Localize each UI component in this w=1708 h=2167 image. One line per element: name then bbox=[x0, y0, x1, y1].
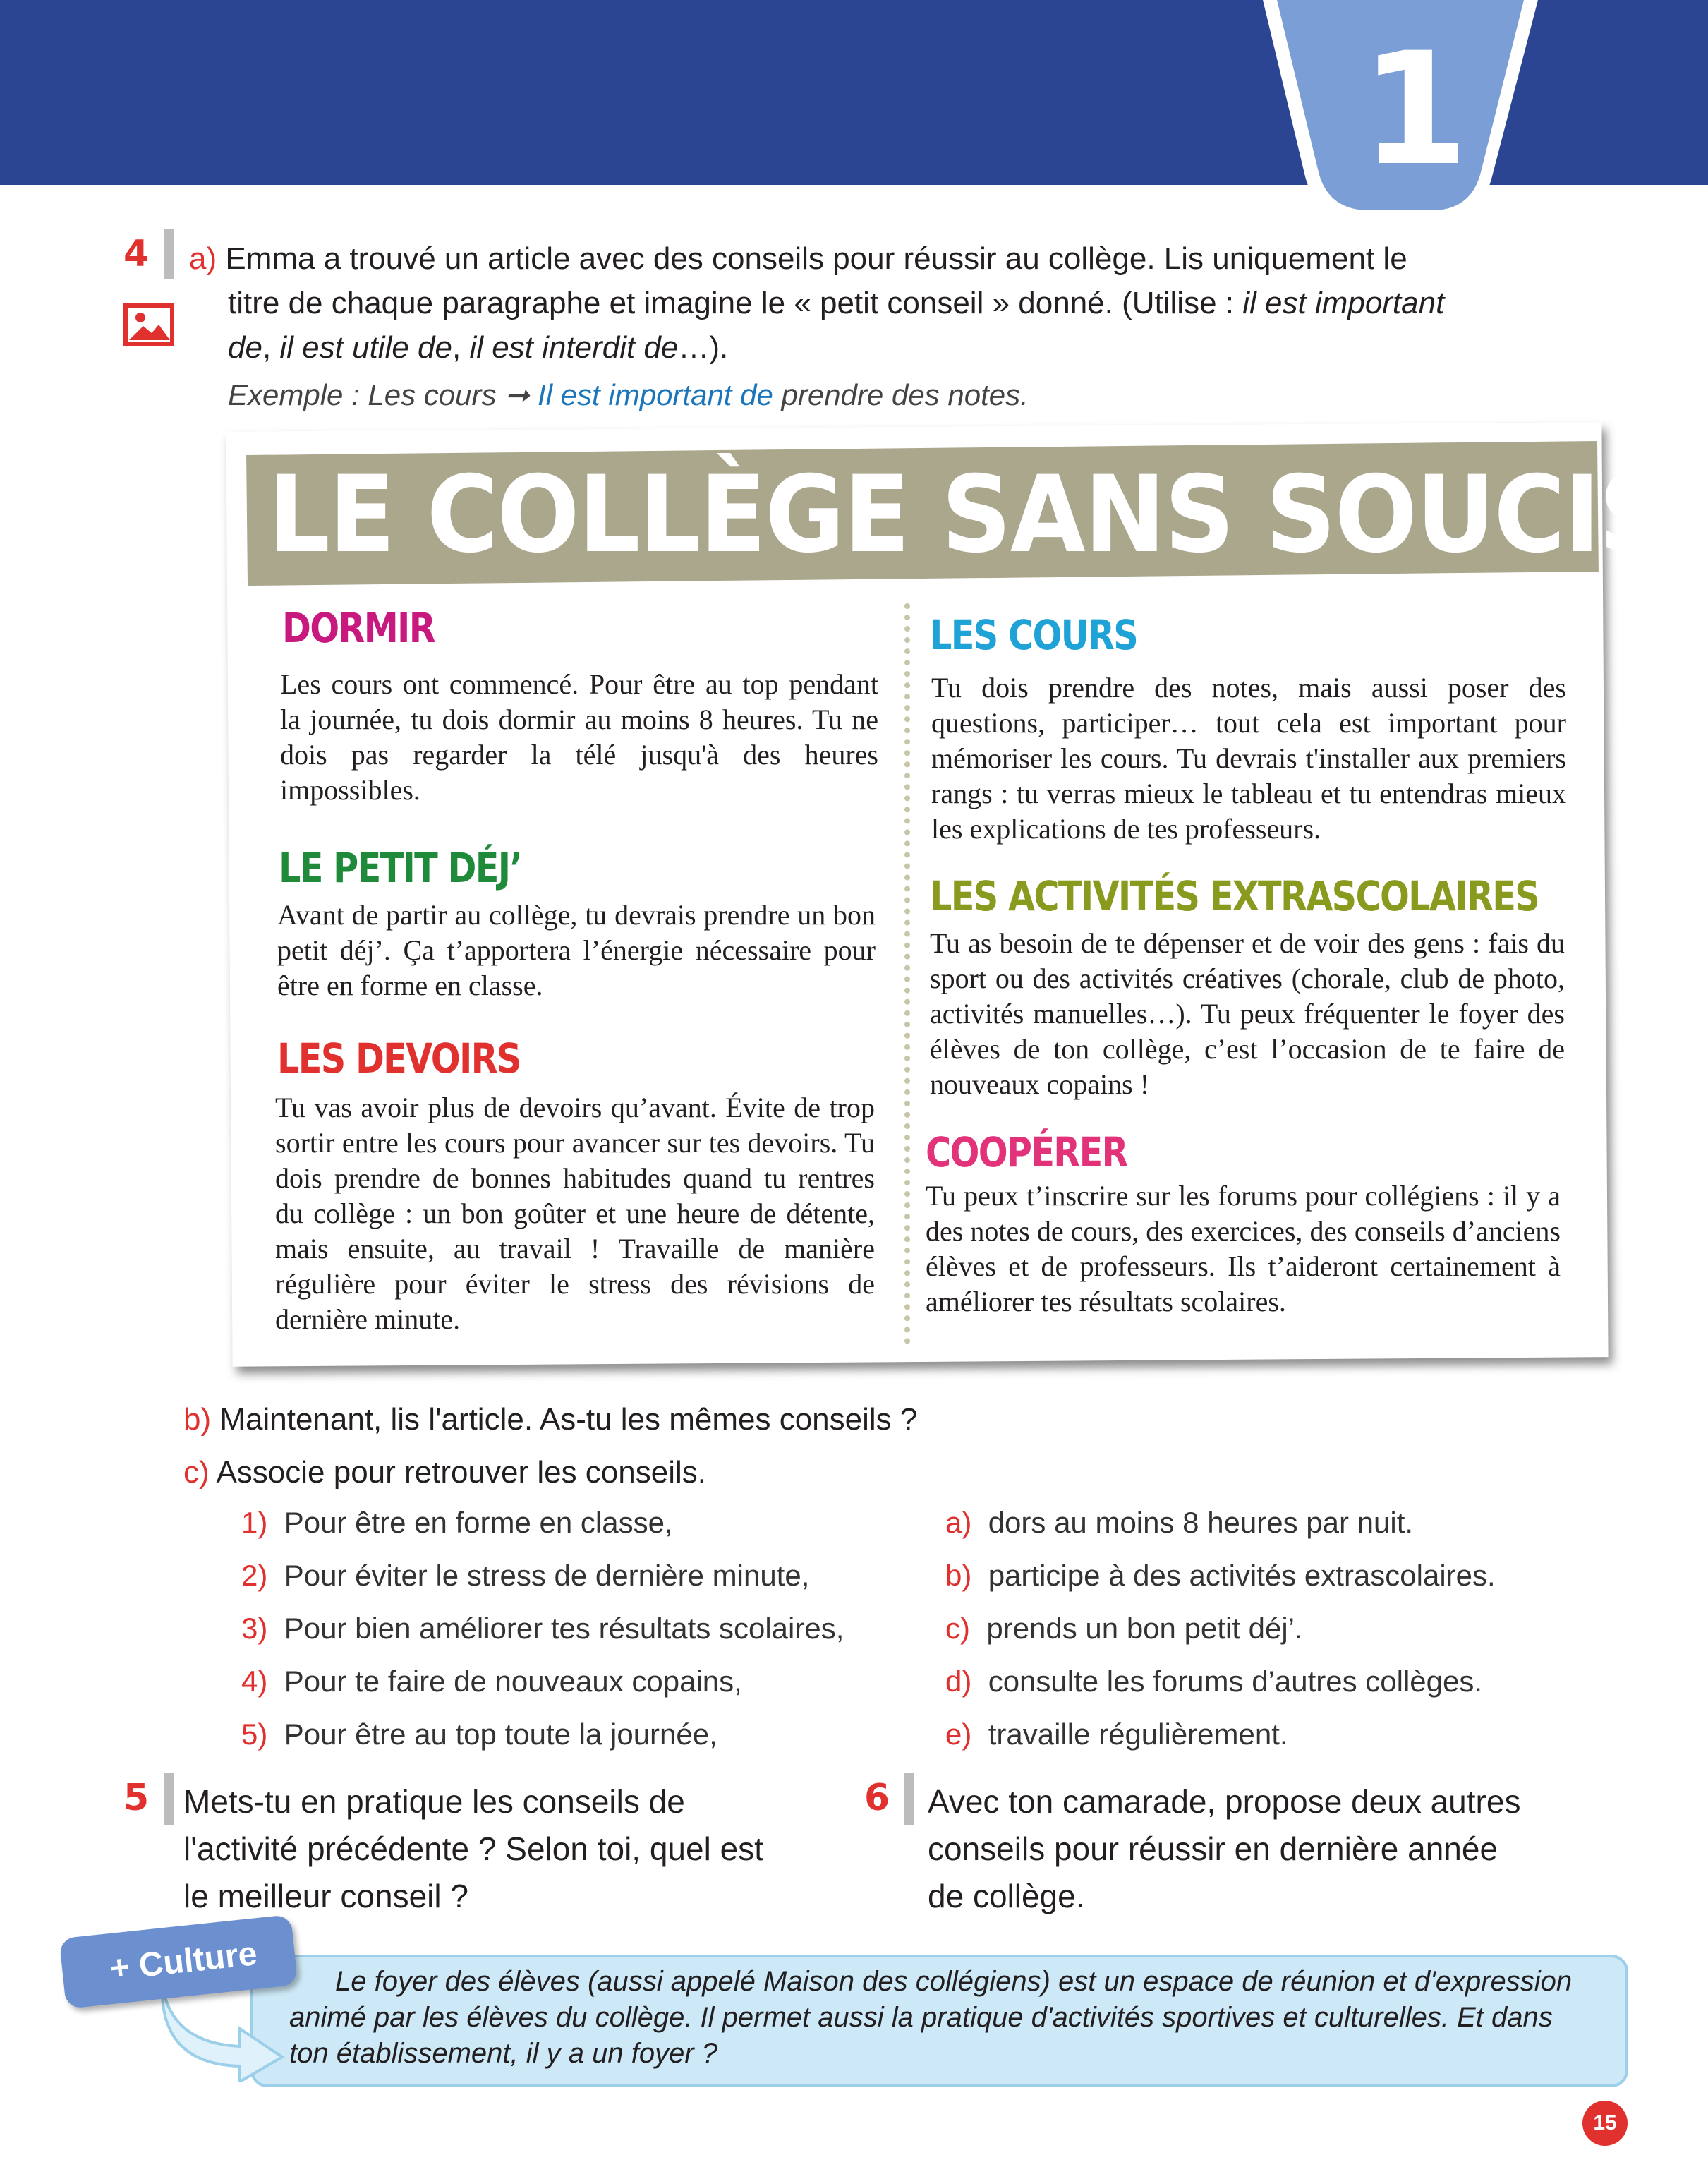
question-letter: a) bbox=[189, 241, 217, 276]
question-separator: , bbox=[452, 330, 470, 365]
match-right-item: a) dors au moins 8 heures par nuit. bbox=[945, 1506, 1414, 1539]
question-italic: il est important bbox=[1242, 286, 1445, 320]
section-title-petit-dej: LE PETIT DÉJ’ bbox=[279, 844, 522, 892]
question-line: le meilleur conseil ? bbox=[183, 1878, 468, 1914]
question-line: conseils pour réussir en dernière année bbox=[928, 1830, 1498, 1867]
section-title-activites: LES ACTIVITÉS EXTRASCOLAIRES bbox=[930, 872, 1539, 920]
exercise-number: 4 bbox=[123, 233, 150, 275]
question-4a-line1 bbox=[189, 236, 1407, 281]
example-prefix: Exemple : Les cours ➞ bbox=[228, 378, 538, 411]
exercise-bar bbox=[164, 229, 174, 279]
question-line: Avec ton camarade, propose deux autres bbox=[928, 1783, 1521, 1820]
section-title-cooperer: COOPÉRER bbox=[926, 1128, 1127, 1176]
unit-number: 1 bbox=[1360, 19, 1469, 200]
exercise-bar bbox=[904, 1773, 914, 1825]
question-italic: il est utile de bbox=[279, 330, 452, 365]
section-title-cours: LES COURS bbox=[930, 611, 1138, 659]
question-4b bbox=[183, 1397, 917, 1442]
section-body-petit-dej: Avant de partir au collège, tu devrais prendre un bon petit déj’. Ça t’apportera l’énergie nécessaire pour être en forme en classe. bbox=[277, 899, 876, 1001]
match-left-item: 1) Pour être en forme en classe, bbox=[241, 1506, 673, 1539]
page-number: 15 bbox=[1582, 2101, 1628, 2146]
question-text: Associe pour retrouver les conseils. bbox=[216, 1455, 706, 1490]
question-letter: c) bbox=[183, 1455, 210, 1490]
section-title-dormir: DORMIR bbox=[282, 604, 435, 652]
column-divider bbox=[904, 603, 910, 1344]
question-line: de collège. bbox=[928, 1878, 1085, 1914]
culture-line: animé par les élèves du collège. Il permet aussi la pratique d'activités sportives et culturelles. Et dans bbox=[289, 2002, 1553, 2033]
culture-line: ton établissement, il y a un foyer ? bbox=[289, 2038, 717, 2069]
question-4a-line2 bbox=[228, 281, 1444, 325]
culture-badge-label: + Culture bbox=[108, 1935, 259, 1988]
example-highlight: Il est important de bbox=[538, 378, 773, 411]
culture-text bbox=[289, 1964, 1601, 2072]
question-line: l'activité précédente ? Selon toi, quel est bbox=[183, 1830, 763, 1867]
example-line bbox=[228, 374, 1029, 416]
question-text: Emma a trouvé un article avec des conseils pour réussir au collège. Lis uniquement le bbox=[225, 241, 1407, 276]
section-body-cours: Tu dois prendre des notes, mais aussi poser des questions, participer… tout cela est important pour mémoriser les cours. Tu devrais t'installer aux premiers rangs : tu verras mieux le tableau et tu entendras mieux les explications de tes professeurs. bbox=[931, 672, 1566, 845]
question-line: Mets-tu en pratique les conseils de bbox=[183, 1783, 685, 1820]
match-right-item: d) consulte les forums d’autres collèges. bbox=[945, 1665, 1483, 1698]
section-title-devoirs: LES DEVOIRS bbox=[277, 1034, 521, 1082]
question-letter: b) bbox=[183, 1402, 212, 1437]
question-text: …). bbox=[678, 330, 729, 365]
article-title: LE COLLÈGE SANS SOUCIS bbox=[268, 454, 1668, 577]
question-4c bbox=[183, 1450, 706, 1495]
exercise-number: 5 bbox=[123, 1777, 150, 1819]
question-text: Maintenant, lis l'article. As-tu les mêmes conseils ? bbox=[219, 1402, 918, 1437]
exercise-number: 6 bbox=[864, 1777, 890, 1819]
match-left-item: 2) Pour éviter le stress de dernière minute, bbox=[241, 1559, 810, 1592]
match-left-item: 3) Pour bien améliorer tes résultats scolaires, bbox=[241, 1612, 844, 1645]
exercise-bar bbox=[164, 1773, 174, 1825]
question-text: titre de chaque paragraphe et imagine le « petit conseil » donné. (Utilise : bbox=[228, 286, 1243, 320]
question-italic: de bbox=[228, 330, 262, 365]
question-separator: , bbox=[262, 330, 280, 365]
section-body-activites: Tu as besoin de te dépenser et de voir des gens : fais du sport ou des activités créatives (chorale, club de photo, activités manuelles…). Tu peux fréquenter le foyer des élèves de ton collège, c’est l’occasion de te faire de nouveaux copains ! bbox=[930, 927, 1565, 1100]
image-icon bbox=[123, 303, 174, 346]
culture-line: Le foyer des élèves (aussi appelé Maison des collégiens) est un espace de réunion et d'expression bbox=[335, 1966, 1573, 1997]
match-left-item: 5) Pour être au top toute la journée, bbox=[241, 1718, 717, 1751]
section-body-devoirs: Tu vas avoir plus de devoirs qu’avant. Évite de trop sortir entre les cours pour avancer sur tes devoirs. Tu dois prendre de bonnes habitudes quand tu rentres du collège : un bon goûter et une heure de détente, mais ensuite, au travail ! Travaille de manière régulière pour éviter le stress des révisions de dernière minute. bbox=[275, 1092, 875, 1335]
question-5 bbox=[183, 1778, 763, 1920]
question-italic: il est interdit de bbox=[469, 330, 679, 365]
match-right-item: c) prends un bon petit déj’. bbox=[945, 1612, 1303, 1645]
section-body-cooperer: Tu peux t’inscrire sur les forums pour collégiens : il y a des notes de cours, des exercices, des conseils d’anciens élèves et de professeurs. Ils t’aideront certainement à améliorer tes résultats scolaires. bbox=[926, 1180, 1561, 1317]
example-suffix: prendre des notes. bbox=[773, 378, 1029, 411]
question-4a-line3 bbox=[228, 325, 728, 370]
match-right-item: b) participe à des activités extrascolaires. bbox=[945, 1559, 1496, 1592]
match-left-item: 4) Pour te faire de nouveaux copains, bbox=[241, 1665, 742, 1698]
match-right-item: e) travaille régulièrement. bbox=[945, 1718, 1288, 1751]
question-6 bbox=[928, 1778, 1520, 1920]
section-body-dormir: Les cours ont commencé. Pour être au top pendant la journée, tu dois dormir au moins 8 heures. Tu ne dois pas regarder la télé jusqu'à des heures impossibles. bbox=[280, 668, 878, 806]
